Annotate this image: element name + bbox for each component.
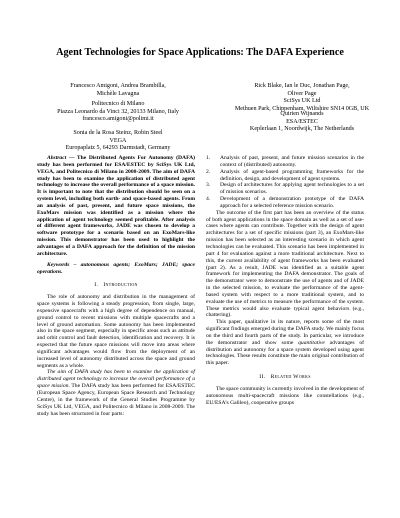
section-number: II. [259, 374, 266, 381]
abstract [37, 155, 195, 258]
authors-cont: Michèle Lavagna [96, 90, 140, 97]
authors: Rick Blake, Ian le Duc, Jonathan Page, [254, 83, 350, 89]
address: Europaplatz 5, 64293 Darmstadt, Germany [65, 145, 171, 152]
contribution-paragraph: This paper, qualitative in its nature, reports some of the most significant findings emerged during the DAFA study. We mainly focus on the third and fourth parts of the study. In particular, we introduce the demonstrator and show some quantitative advantages of distribution and autonomy for a space system developed using agent technologies. These results constitute the main original contribution of this paper. [206, 319, 364, 367]
list-item: 2. Analysis of agent-based programming frameworks for the definition, design, and development of agent systems. [206, 168, 364, 182]
paper-title: Agent Technologies for Space Applications: The DAFA Experience [56, 47, 344, 58]
abstract-text: — The Distributed Agents For Autonomy (DAFA) study has been performed for ESA/ESTEC by SciSys UK Ltd, VEGA, and Politecnico di Milano in 2008-2009. The aim of DAFA study has been to examine the application of distributed agent technology to increase the overall performance of a space mission. It is important to note that the distribution should be seen on a system level, including both earth- and space-based agents. From an analysis of past, present, and future space missions, the ExoMars mission was identified as a mission where the application of agent technology seemed profitable. After analysis of different agent frameworks, JADE was chosen to develop a software prototype for a scenario based on an ExoMars-like mission. This demonstrator has been used to highlight the advantages of a DAFA approach for the definition of the mission architecture. [37, 155, 195, 257]
right-column [206, 155, 364, 407]
authors: Sonia de la Rosa Steinz, Robin Steel [73, 130, 163, 136]
address: Piazza Leonardo da Vinci 32, 20133 Milano, Italy [57, 108, 179, 115]
section-title: Introduction [103, 282, 138, 289]
institution: VEGA [109, 137, 127, 144]
list-item: 1. Analysis of past, present, and future mission scenarios in the context of (distributed) autonomy. [206, 155, 364, 168]
abstract-lead: Abstract [47, 155, 67, 161]
intro-paragraph-2 [37, 369, 195, 417]
institution: ESA/ESTEC [286, 118, 318, 125]
intro-aim-statement: The aim of DAFA study has been to examine the application of distributed agent technology to increase the overall performance of a space mission. [37, 369, 195, 390]
affiliation-right-top [222, 83, 382, 113]
affiliation-right-bottom [222, 111, 382, 134]
study-parts-list [206, 155, 364, 210]
related-works-paragraph: The space community is currently involved in the development of autonomous multi-spacecraft missions like constellations (e.g., EU/ESA’s Galileo), cooperative groups [206, 386, 364, 406]
address: Keplerlaan 1, Noordwijk, The Netherlands [249, 126, 355, 133]
authors: Francesco Amigoni, Andrea Brambilla, [70, 83, 166, 89]
outcome-paragraph: The outcome of the first part has been an overview of the status of both agent applications in the space domain as well as a set of use-cases where agents can contribute. Together with the design of agent architectures for a set of specific missions (part 3), an ExoMars-like mission has been selected as an interesting scenario in which agent technologies can be evaluated. This scenario has been implemented in part 4 for evaluation against a more traditional architecture. Next to this, the current availability of agent frameworks has been evaluated (part 2). As a result, JADE was identified as a suitable agent framework for implementing the DAFA demonstrator. The goals of the demonstrator were to demonstrate the use of agents and of JADE in the selected mission, to evaluate the performance of the agent-based system with respect to a more traditional system, and to evaluate the use of metrics to measure the performance of the system. These metrics would also evaluate typical agent behaviors (e.g., chattering). [206, 209, 364, 319]
email: francesco.amigoni@polimi.it [82, 116, 154, 123]
institution: Politecnico di Milano [91, 101, 145, 108]
keywords: Keywords – autonomous agents; ExoMars; JADE; space operations. [37, 261, 195, 275]
section-title: Related Works [270, 374, 311, 381]
authors: Quirien Wijnands [280, 111, 324, 117]
left-column [37, 155, 195, 417]
section-heading-related-works [206, 374, 364, 381]
intro-paragraph-1: The role of autonomy and distribution in the management of space systems is following a steady progression, from single, large, expensive spacecrafts with a high degree of dependence on manual, ground control to recent missions with multiple spacecrafts and a level of ground automation. Some autonomy has been implemented also in the space segment, especially in specific areas such as attitude and orbit control and fault detection, identification and recovery. It is expected that the future space missions will move into areas where significant advantages would flow from the deployment of an increased level of autonomy distributed across the space and ground segments as a whole. [37, 294, 195, 369]
intro-paragraph-2-rest: The DAFA study has been performed for ESA/ESTEC (European Space Agency, European Space Research and Technology Centre), in the framework of the General Studies Programme by SciSys UK Ltd, VEGA, and Politecnico di Milano in 2008-2009. The study has been structured in four parts: [37, 383, 195, 417]
affiliation-left-top [38, 83, 198, 124]
address: Methuen Park, Chippenham, Wiltshire SN14 0GB, UK [234, 105, 370, 112]
list-item: 4. Development of a demonstration prototype of the DAFA approach for a selected reference mission scenario. [206, 196, 364, 209]
list-item: 3. Design of architectures for applying agent technologies to a set of mission scenarios. [206, 182, 364, 196]
affiliation-left-bottom [38, 130, 198, 153]
section-heading-introduction [37, 282, 195, 289]
section-number: I. [94, 282, 99, 289]
authors-cont: Oliver Page [287, 90, 317, 97]
institution: SciSys UK Ltd [283, 98, 321, 105]
